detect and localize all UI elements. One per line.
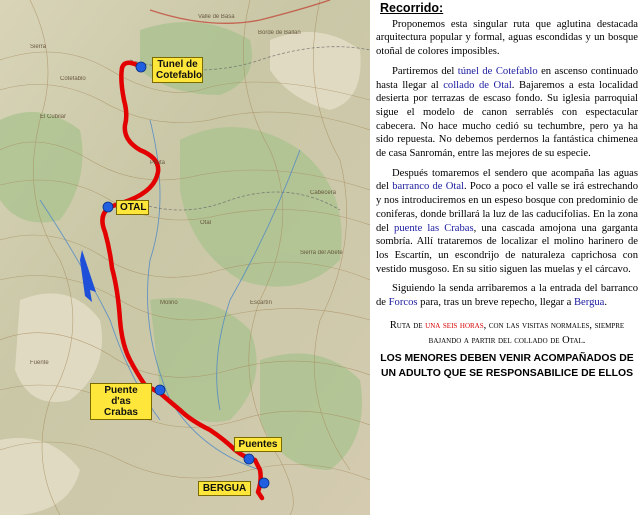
highlight-forcos: Forcos bbox=[388, 297, 418, 309]
map-place-label: Sierra bbox=[30, 44, 47, 50]
waypoint-label-puente-crabas: Puente d'as Crabas bbox=[90, 383, 152, 420]
text-run: en ascenso continuado hasta llegar al bbox=[376, 65, 638, 91]
text-run: . Poco a poco el valle se irá estrechando y nos introduciremos en un espeso bosque con predominio de coniferas, donde brillará la luz de las caducifolias. En la zona del bbox=[376, 181, 639, 234]
text-run: Después tomaremos el sendero que acompaña las aguas del bbox=[376, 167, 638, 193]
map-place-label: Cotefablo bbox=[60, 76, 86, 82]
route-description bbox=[376, 0, 638, 515]
waypoint-label-otal: OTAL bbox=[116, 200, 149, 215]
paragraph-barranco bbox=[376, 167, 638, 277]
highlight-collado-otal: collado de Otal bbox=[443, 79, 512, 91]
map-place-label: Escartín bbox=[250, 300, 273, 306]
map-place-label: El Cubilar bbox=[40, 114, 67, 120]
text-run: , con las visitas normales, siempre bajando a partir del collado de Otal. bbox=[428, 319, 625, 346]
text-run: para, tras un breve repecho, llegar a bbox=[417, 297, 574, 309]
text-run: , una cascada amojona una garganta sombría. Allí trataremos de localizar el molino harinero de los Escartín, un escondrijo de naturaleza caprichosa con vestido musgoso. En su sitio siguen las muelas y el cárcavo. bbox=[376, 222, 638, 275]
text-run: . bbox=[604, 297, 608, 309]
section-heading: Recorrido: bbox=[380, 1, 444, 15]
intro-paragraph: Proponemos esta singular ruta que aglutina destacada arquitectura popular y formal, aguas escondidas y un bosque otoñal de colores imposibles. bbox=[376, 18, 638, 58]
map-place-label: Borde de Ballan bbox=[258, 30, 301, 36]
map-place-label: Otal bbox=[200, 220, 212, 226]
paragraph-bergua bbox=[376, 282, 638, 309]
paragraph-start bbox=[376, 65, 638, 161]
text-run: Siguiendo la senda arribaremos a la entrada del barranco de bbox=[376, 283, 638, 309]
minors-warning: LOS MENORES DEBEN VENIR ACOMPAÑADOS DE UN ADULTO QUE SE RESPONSABILICE DE ELLOS bbox=[380, 352, 634, 379]
waypoint-label-tunel-cotefablo: Tunel de Cotefablo bbox=[152, 57, 203, 83]
highlight-barranco-otal: barranco de Otal bbox=[392, 181, 465, 193]
highlight-bergua: Bergua bbox=[573, 297, 605, 309]
map-place-label: Valle de Basa bbox=[198, 14, 235, 20]
map-place-label: Molino bbox=[160, 300, 178, 306]
duration-note bbox=[376, 318, 638, 348]
highlight-tunel-cotefablo: túnel de Cotefablo bbox=[457, 65, 538, 77]
map-place-label: Pleita bbox=[150, 160, 166, 166]
text-run: Ruta de bbox=[389, 319, 426, 331]
waypoint-label-puentes: Puentes bbox=[234, 437, 282, 452]
map-place-label: Fuente bbox=[30, 360, 49, 366]
highlight-puente-crabas: puente las Crabas bbox=[394, 222, 474, 234]
map-place-label: Cabecera bbox=[310, 190, 337, 196]
duration-highlight: una seis horas bbox=[425, 319, 484, 331]
map-place-label: Sierra del Abete bbox=[300, 250, 343, 256]
text-run: Partiremos del bbox=[392, 65, 458, 77]
waypoint-label-bergua: BERGUA bbox=[198, 481, 251, 496]
text-run: . Bajaremos a esta localidad desierta por terrazas de escaso fondo. Su iglesia parroquial sigue el modelo de canon serrablés con espectacular cabecera. No hace mucho cedió su techumbre, pero ya ha sido repuesta. No debemos perdernos la fantástica chimenea de casa Sanromán, entre las mejores de su especie. bbox=[376, 79, 639, 160]
